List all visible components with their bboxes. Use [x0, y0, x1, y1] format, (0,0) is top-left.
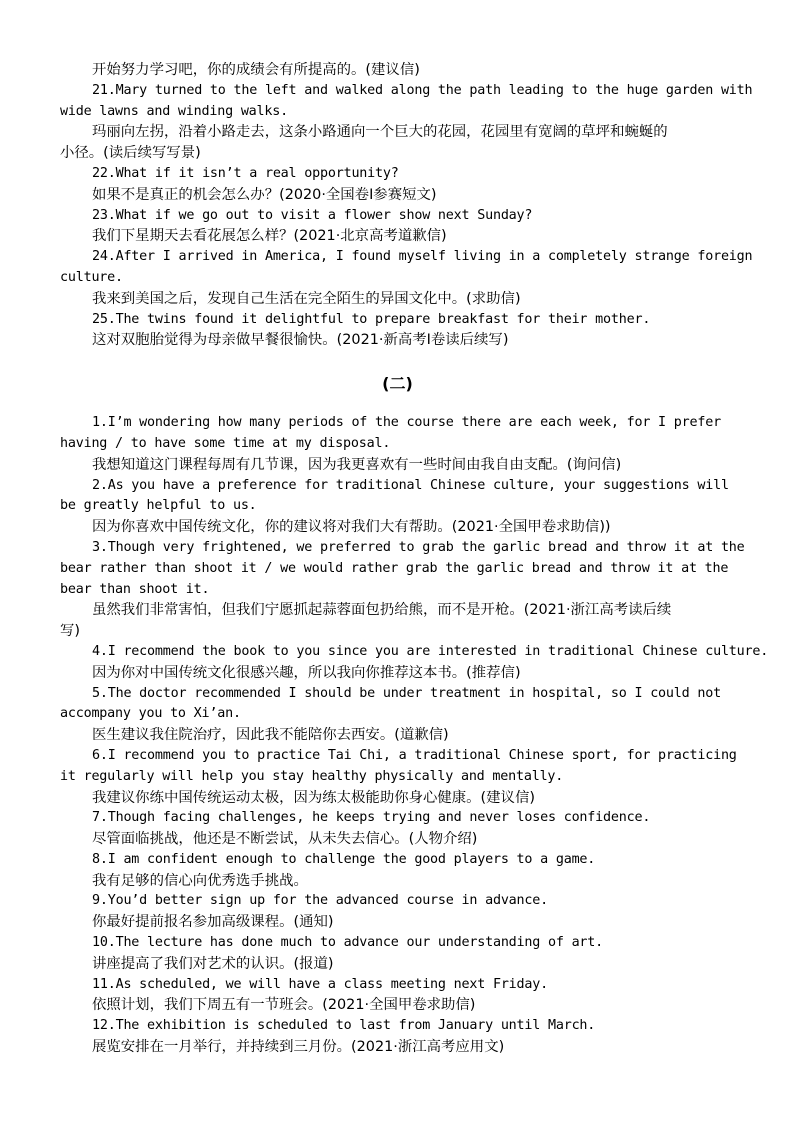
english-sentence-line: 3.Though very frightened, we preferred to grab the garlic bread and throw it at the: [92, 539, 745, 555]
chinese-translation-line: 因为你喜欢中国传统文化，你的建议将对我们大有帮助。(2021·全国甲卷求助信)): [92, 519, 611, 536]
section-title: (二): [382, 374, 413, 394]
english-sentence-line: 2.As you have a preference for traditional Chinese culture, your suggestions will: [92, 477, 729, 493]
chinese-translation-line: 我们下星期天去看花展怎么样？(2021·北京高考道歉信): [92, 228, 447, 245]
chinese-translation-line: 你最好提前报名参加高级课程。(通知): [92, 914, 334, 931]
section-one-sentences: [60, 60, 753, 351]
english-sentence-line: it regularly will help you stay healthy physically and mentally.: [60, 768, 564, 784]
english-sentence-line: 22.What if it isn’t a real opportunity?: [92, 165, 399, 181]
english-sentence-line: accompany you to Xi’an.: [60, 706, 241, 722]
english-sentence-line: 1.I’m wondering how many periods of the course there are each week, for I prefer: [92, 415, 721, 431]
english-sentence-line: 12.The exhibition is scheduled to last from January until March.: [92, 1018, 596, 1034]
english-sentence-line: 11.As scheduled, we will have a class meeting next Friday.: [92, 976, 548, 992]
english-sentence-line: 8.I am confident enough to challenge the good players to a game.: [92, 851, 596, 867]
section-two-sentences: [60, 413, 769, 1058]
english-sentence-line: 4.I recommend the book to you since you are interested in traditional Chinese culture.: [92, 643, 769, 659]
chinese-translation-line: 讲座提高了我们对艺术的认识。(报道): [92, 955, 334, 972]
chinese-translation-line: 小径。(读后续写写景): [60, 145, 201, 162]
english-sentence-line: 23.What if we go out to visit a flower show next Sunday?: [92, 207, 533, 223]
english-sentence-line: 9.You’d better sign up for the advanced course in advance.: [92, 893, 548, 909]
english-sentence-line: 21.Mary turned to the left and walked along the path leading to the huge garden with: [92, 82, 753, 98]
chinese-translation-line: 如果不是真正的机会怎么办？(2020·全国卷Ⅰ参赛短文): [92, 186, 437, 203]
english-sentence-line: bear rather than shoot it / we would rather grab the garlic bread and throw it at the: [60, 560, 729, 576]
chinese-translation-line: 我建议你练中国传统运动太极，因为练太极能助你身心健康。(建议信): [92, 789, 535, 806]
chinese-translation-line: 我有足够的信心向优秀选手挑战。: [92, 872, 308, 889]
english-sentence-line: 10.The lecture has done much to advance our understanding of art.: [92, 935, 604, 951]
english-sentence-line: 6.I recommend you to practice Tai Chi, a traditional Chinese sport, for practicing: [92, 747, 737, 763]
english-sentence-line: 5.The doctor recommended I should be under treatment in hospital, so I could not: [92, 685, 721, 701]
chinese-translation-line: 依照计划，我们下周五有一节班会。(2021·全国甲卷求助信): [92, 997, 476, 1014]
chinese-translation-line: 医生建议我住院治疗，因此我不能陪你去西安。(道歉信): [92, 727, 449, 744]
chinese-translation-line: 我来到美国之后，发现自己生活在完全陌生的异国文化中。(求助信): [92, 290, 521, 307]
english-sentence-line: having / to have some time at my disposal.: [60, 435, 391, 451]
chinese-translation-line: 开始努力学习吧，你的成绩会有所提高的。(建议信): [92, 62, 420, 78]
document-page: [60, 60, 769, 1058]
chinese-translation-line: 这对双胞胎觉得为母亲做早餐很愉快。(2021·新高考Ⅰ卷读后续写): [92, 332, 509, 349]
chinese-translation-line: 虽然我们非常害怕，但我们宁愿抓起蒜蓉面包扔给熊，而不是开枪。(2021·浙江高考读后续: [92, 602, 672, 619]
english-sentence-line: 7.Though facing challenges, he keeps trying and never loses confidence.: [92, 810, 651, 826]
chinese-translation-line: 我想知道这门课程每周有几节课，因为我更喜欢有一些时间由我自由支配。(询问信): [92, 456, 622, 473]
english-sentence-line: 24.After I arrived in America, I found myself living in a completely strange foreign: [92, 249, 753, 265]
english-sentence-line: wide lawns and winding walks.: [60, 103, 288, 119]
chinese-translation-line: 写): [60, 623, 81, 640]
chinese-translation-line: 因为你对中国传统文化很感兴趣，所以我向你推荐这本书。(推荐信): [92, 664, 521, 681]
chinese-translation-line: 玛丽向左拐，沿着小路走去，这条小路通向一个巨大的花园，花园里有宽阔的草坪和蜿蜒的: [92, 124, 668, 141]
english-sentence-line: culture.: [60, 269, 123, 285]
chinese-translation-line: 展览安排在一月举行，并持续到三月份。(2021·浙江高考应用文): [92, 1039, 505, 1056]
chinese-translation-line: 尽管面临挑战，他还是不断尝试，从未失去信心。(人物介绍): [92, 831, 478, 848]
english-sentence-line: be greatly helpful to us.: [60, 498, 257, 514]
english-sentence-line: bear than shoot it.: [60, 581, 210, 597]
english-sentence-line: 25.The twins found it delightful to prepare breakfast for their mother.: [92, 311, 651, 327]
